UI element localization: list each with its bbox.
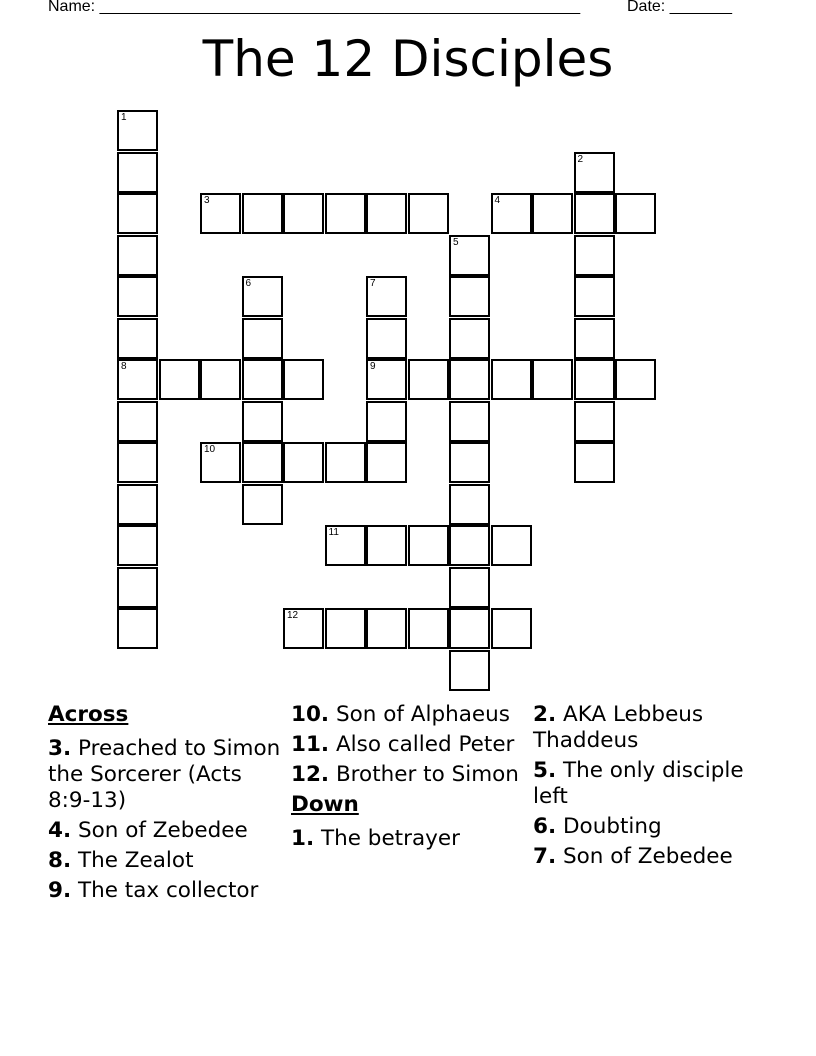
grid-cell[interactable] (408, 193, 449, 234)
grid-cell[interactable] (117, 110, 158, 151)
grid-cell[interactable] (242, 442, 283, 483)
grid-cell[interactable] (532, 359, 573, 400)
grid-cell[interactable] (532, 193, 573, 234)
grid-cell[interactable] (200, 442, 241, 483)
clue-text: Son of Zebedee (77, 818, 248, 843)
grid-cell[interactable] (200, 193, 241, 234)
grid-cell[interactable] (366, 276, 407, 317)
grid-cell[interactable] (242, 276, 283, 317)
date-field[interactable]: Date: _______ (627, 0, 732, 15)
grid-cell[interactable] (449, 608, 490, 649)
grid-cell[interactable] (325, 193, 366, 234)
clue-text: AKA Lebbeus Thaddeus (533, 702, 704, 753)
grid-cell[interactable] (117, 152, 158, 193)
clue-down-6 (533, 814, 773, 840)
grid-cell[interactable] (574, 193, 615, 234)
clue-text: Preached to Simon the Sorcerer (Acts 8:9-13) (48, 736, 281, 813)
grid-cell[interactable] (491, 608, 532, 649)
grid-cell[interactable] (408, 608, 449, 649)
clues-column-1 (48, 702, 286, 904)
grid-cell[interactable] (574, 318, 615, 359)
down-heading: Down (291, 792, 359, 817)
name-field[interactable]: Name: ______________________________________________________ (48, 0, 581, 15)
grid-cell[interactable] (325, 525, 366, 566)
grid-cell[interactable] (408, 359, 449, 400)
grid-cell[interactable] (117, 442, 158, 483)
grid-cell[interactable] (242, 193, 283, 234)
grid-cell[interactable] (117, 484, 158, 525)
grid-cell[interactable] (325, 442, 366, 483)
grid-cell[interactable] (615, 359, 656, 400)
clue-down-2 (533, 702, 773, 754)
cell-number: 3 (204, 195, 210, 206)
grid-cell[interactable] (117, 401, 158, 442)
grid-cell[interactable] (117, 193, 158, 234)
grid-cell[interactable] (574, 152, 615, 193)
across-heading: Across (48, 702, 129, 727)
grid-cell[interactable] (449, 359, 490, 400)
clue-text: Also called Peter (335, 732, 515, 757)
cell-number: 11 (328, 527, 339, 538)
clue-number: 11. (291, 732, 330, 757)
clue-down-1 (291, 826, 527, 852)
cell-number: 5 (453, 236, 459, 248)
grid-cell[interactable] (449, 235, 490, 276)
grid-cell[interactable] (449, 484, 490, 525)
clue-text: Doubting (562, 814, 662, 839)
grid-cell[interactable] (449, 318, 490, 359)
grid-cell[interactable] (449, 650, 490, 691)
grid-cell[interactable] (366, 442, 407, 483)
clue-down-5 (533, 758, 773, 810)
grid-cell[interactable] (366, 608, 407, 649)
grid-cell[interactable] (615, 193, 656, 234)
clue-number: 7. (533, 844, 557, 869)
grid-cell[interactable] (366, 525, 407, 566)
clues-column-3 (533, 702, 773, 870)
grid-cell[interactable] (574, 401, 615, 442)
clue-text: Brother to Simon (335, 762, 519, 787)
grid-cell[interactable] (283, 193, 324, 234)
clue-across-12 (291, 762, 527, 788)
grid-cell[interactable] (283, 442, 324, 483)
grid-cell[interactable] (574, 359, 615, 400)
grid-cell[interactable] (200, 359, 241, 400)
clue-number: 4. (48, 818, 72, 843)
grid-cell[interactable] (325, 608, 366, 649)
clue-text: The only disciple left (533, 758, 744, 809)
clue-number: 12. (291, 762, 330, 787)
grid-cell[interactable] (366, 401, 407, 442)
grid-cell[interactable] (283, 608, 324, 649)
cell-number: 4 (494, 195, 501, 206)
cell-number: 12 (287, 610, 299, 621)
cell-number: 7 (370, 278, 376, 289)
clue-across-10 (291, 702, 527, 728)
clue-number: 9. (48, 878, 72, 903)
cell-number: 8 (121, 361, 127, 372)
cell-number: 1 (121, 112, 127, 123)
grid-cell[interactable] (449, 442, 490, 483)
page-title: The 12 Disciples (202, 30, 614, 88)
grid-cell[interactable] (117, 235, 158, 276)
grid-cell[interactable] (117, 567, 158, 608)
clue-number: 5. (533, 758, 557, 783)
grid-cell[interactable] (366, 318, 407, 359)
grid-cell[interactable] (574, 235, 615, 276)
grid-cell[interactable] (117, 608, 158, 649)
clue-text: The tax collector (77, 878, 259, 903)
cell-number: 9 (370, 361, 376, 372)
grid-cell[interactable] (449, 525, 490, 566)
cell-number: 2 (577, 153, 584, 165)
clues-column-2 (291, 702, 527, 852)
grid-cell[interactable] (117, 359, 158, 400)
grid-cell[interactable] (242, 359, 283, 400)
grid-cell[interactable] (117, 525, 158, 566)
grid-cell[interactable] (366, 359, 407, 400)
clue-number: 8. (48, 848, 72, 873)
grid-cell[interactable] (408, 525, 449, 566)
grid-cell[interactable] (159, 359, 200, 400)
grid-cell[interactable] (449, 401, 490, 442)
clue-across-11 (291, 732, 527, 758)
grid-cell[interactable] (242, 484, 283, 525)
clue-number: 1. (291, 826, 315, 851)
clue-across-3 (48, 736, 286, 814)
grid-cell[interactable] (574, 276, 615, 317)
clue-number: 2. (533, 702, 557, 727)
clue-number: 10. (291, 702, 330, 727)
grid-cell[interactable] (366, 193, 407, 234)
grid-cell[interactable] (449, 567, 490, 608)
cell-number: 10 (204, 444, 216, 455)
clue-number: 3. (48, 736, 72, 761)
clue-number: 6. (533, 814, 557, 839)
clue-text: Son of Zebedee (562, 844, 733, 869)
clue-across-8 (48, 848, 286, 874)
clue-text: The Zealot (77, 848, 194, 873)
clue-across-4 (48, 818, 286, 844)
grid-cell[interactable] (283, 359, 324, 400)
clue-across-9 (48, 878, 286, 904)
grid-cell[interactable] (491, 525, 532, 566)
clue-text: Son of Alphaeus (335, 702, 510, 727)
grid-cell[interactable] (242, 401, 283, 442)
grid-cell[interactable] (491, 359, 532, 400)
grid-cell[interactable] (491, 193, 532, 234)
clue-down-7 (533, 844, 773, 870)
cell-number: 6 (245, 278, 252, 289)
grid-cell[interactable] (117, 276, 158, 317)
grid-cell[interactable] (117, 318, 158, 359)
clue-text: The betrayer (320, 826, 460, 851)
grid-cell[interactable] (449, 276, 490, 317)
grid-cell[interactable] (574, 442, 615, 483)
grid-cell[interactable] (242, 318, 283, 359)
